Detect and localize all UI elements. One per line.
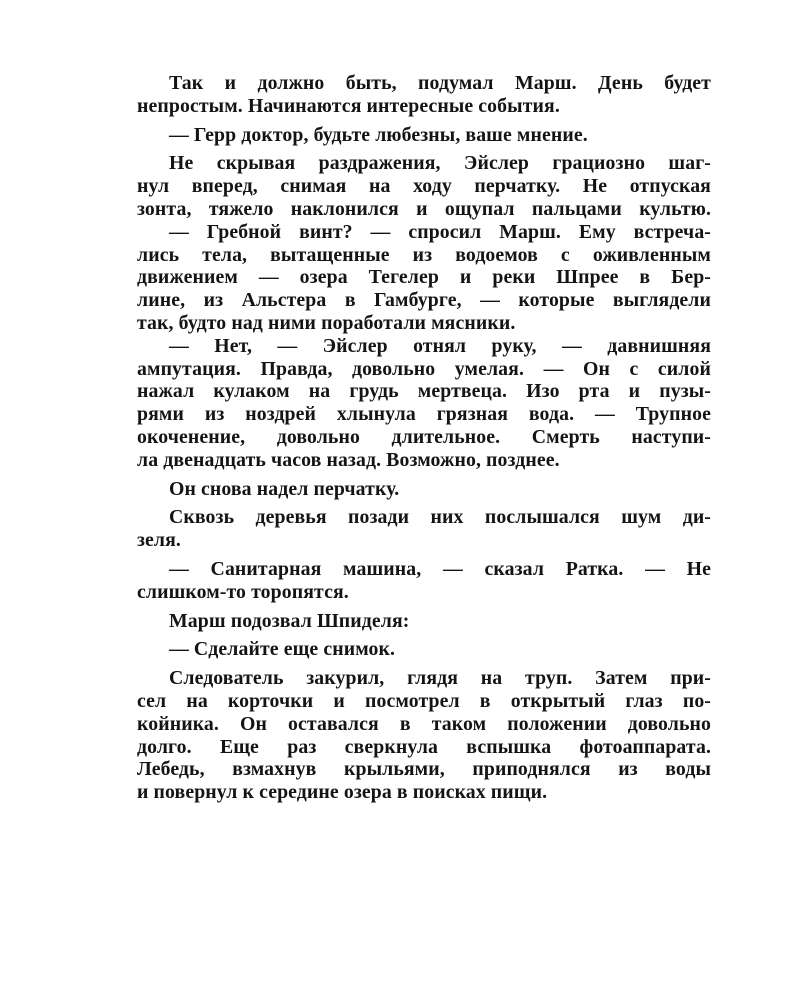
text-line: непростым. Начинаются интересные события. (137, 94, 560, 117)
text-line: долго. Еще раз сверкнула вспышка фотоаппарата. (137, 735, 711, 758)
text-line: рями из ноздрей хлынула грязная вода. — Трупное (137, 403, 711, 426)
text-line: окоченение, довольно длительное. Смерть наступи- (137, 425, 711, 448)
text-line: зонта, тяжело наклонился и ощупал пальцами культю. (137, 197, 711, 220)
text-line: ампутация. Правда, довольно умелая. — Он с силой (137, 357, 711, 380)
text-line: слишком-то торопятся. (137, 580, 349, 603)
text-line: зеля. (137, 529, 181, 552)
text-line: Марш подозвал Шпиделя: (169, 609, 410, 632)
text-line: Так и должно быть, подумал Марш. День будет (169, 72, 711, 94)
text-line: — Гребной винт? — спросил Марш. Ему встреча- (169, 220, 711, 243)
text-line: и повернул к середине озера в поисках пищи. (137, 781, 548, 804)
text-line: нул вперед, снимая на ходу перчатку. Не отпуская (137, 175, 711, 198)
book-page-text (137, 72, 711, 804)
text-line: Не скрывая раздражения, Эйслер грациозно шаг- (169, 152, 711, 175)
text-line: лись тела, вытащенные из водоемов с оживленным (137, 243, 711, 266)
text-line: — Санитарная машина, — сказал Ратка. — Не (169, 557, 711, 580)
text-line: — Нет, — Эйслер отнял руку, — давнишняя (169, 334, 711, 357)
text-line: койника. Он оставался в таком положении довольно (137, 712, 711, 735)
text-line: — Сделайте еще снимок. (169, 638, 396, 661)
text-line: так, будто над ними поработали мясники. (137, 311, 516, 334)
text-line: лине, из Альстера в Гамбурге, — которые выглядели (137, 289, 711, 312)
text-line: сел на корточки и посмотрел в открытый глаз по- (137, 689, 711, 712)
text-line: Он снова надел перчатку. (169, 477, 400, 500)
text-line: — Герр доктор, будьте любезны, ваше мнение. (169, 123, 588, 146)
text-line: движением — озера Тегелер и реки Шпрее в Бер- (137, 266, 711, 289)
text-line: Лебедь, взмахнув крыльями, приподнялся из воды (137, 758, 711, 781)
text-line: Сквозь деревья позади них послышался шум ди- (169, 506, 711, 529)
text-line: Следователь закурил, глядя на труп. Затем при- (169, 667, 711, 690)
text-line: нажал кулаком на грудь мертвеца. Изо рта и пузы- (137, 380, 711, 403)
text-line: ла двенадцать часов назад. Возможно, позднее. (137, 448, 560, 471)
